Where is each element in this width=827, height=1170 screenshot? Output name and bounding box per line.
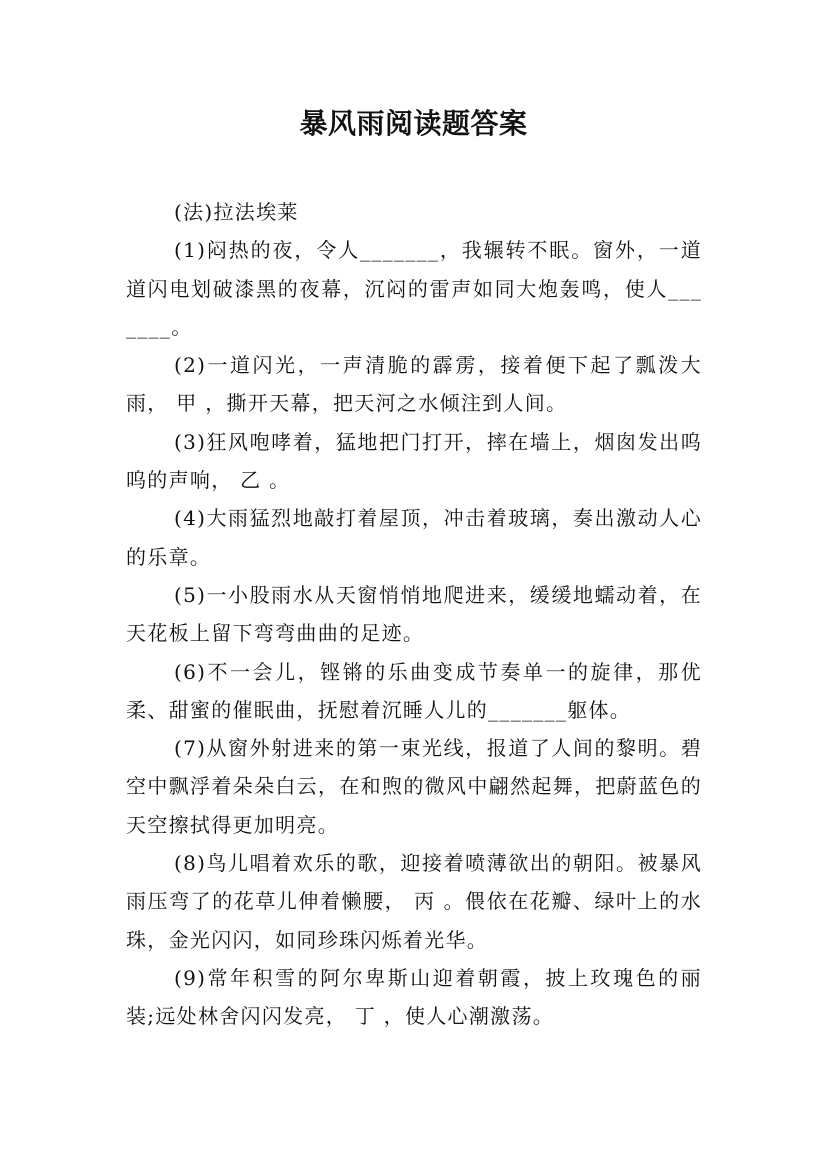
paragraph-8: (8)鸟儿唱着欢乐的歌，迎接着喷薄欲出的朝阳。被暴风雨压弯了的花草儿伸着懒腰， 丙 。偎依在花瓣、绿叶上的水珠，金光闪闪，如同珍珠闪烁着光华。 [126, 851, 702, 952]
paragraph-7: (7)从窗外射进来的第一束光线，报道了人间的黎明。碧空中飘浮着朵朵白云，在和煦的微风中翩然起舞，把蔚蓝色的天空擦拭得更加明亮。 [126, 736, 702, 837]
paragraph-3: (3)狂风咆哮着，猛地把门打开，摔在墙上，烟囱发出呜呜的声响， 乙 。 [126, 429, 702, 493]
paragraph-5: (5)一小股雨水从天窗悄悄地爬进来，缓缓地蠕动着，在天花板上留下弯弯曲曲的足迹。 [126, 582, 702, 646]
paragraph-author: (法)拉法埃莱 [174, 200, 299, 224]
paragraph-2: (2)一道闪光，一声清脆的霹雳，接着便下起了瓢泼大雨， 甲 ，撕开天幕，把天河之水倾注到人间。 [126, 353, 702, 416]
paragraph-6: (6)不一会儿，铿锵的乐曲变成节奏单一的旋律，那优柔、甜蜜的催眠曲，抚慰着沉睡人儿的_______躯体。 [126, 659, 702, 722]
paragraph-1: (1)闷热的夜，令人_______，我辗转不眠。窗外，一道道闪电划破漆黑的夜幕，沉闷的雷声如同大炮轰鸣，使人_______。 [126, 238, 702, 339]
document-body [126, 193, 702, 1036]
paragraph-4: (4)大雨猛烈地敲打着屋顶，冲击着玻璃，奏出激动人心的乐章。 [126, 506, 702, 569]
paragraph-9: (9)常年积雪的阿尔卑斯山迎着朝霞，披上玫瑰色的丽装;远处林舍闪闪发亮， 丁 ，使人心潮激荡。 [126, 965, 702, 1029]
document-title: 暴风雨阅读题答案 [299, 107, 528, 140]
